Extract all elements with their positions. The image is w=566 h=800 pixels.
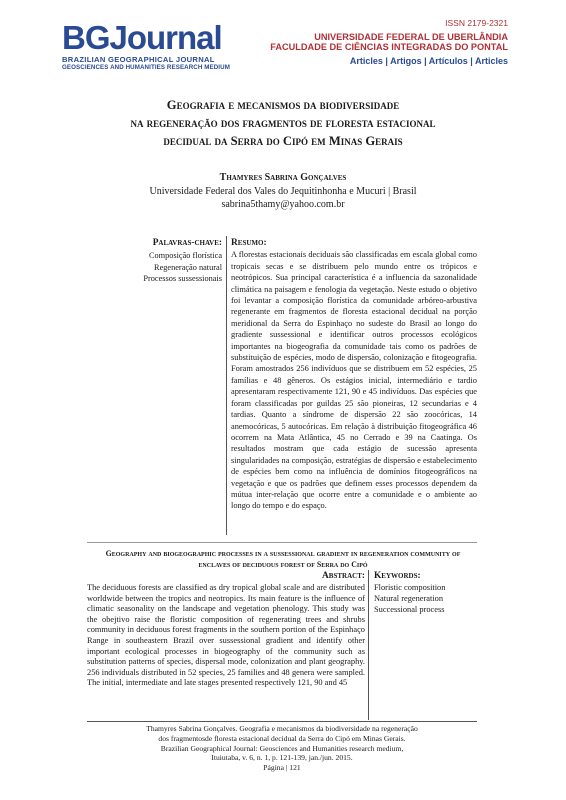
abstract-pt-heading: Resumo: (231, 238, 267, 248)
keyword-item: Successional process (374, 605, 445, 614)
keyword-item: Composição florística (148, 251, 222, 261)
issn: ISSN 2179-2321 (445, 18, 508, 28)
keyword-item: Regeneração natural (154, 262, 222, 272)
journal-logo (62, 19, 230, 71)
citation-footer (87, 724, 477, 773)
keywords-pt (92, 238, 222, 285)
page-number: Página | 121 (263, 763, 301, 773)
title-line: decidual da Serra do Cipó em Minas Gerais (163, 134, 403, 148)
logo-main-text: BGJournal (62, 19, 222, 56)
article-title (60, 96, 506, 150)
section-separator (87, 542, 477, 543)
abstract-pt (231, 238, 477, 512)
faculty-name: FACULDADE DE CIÊNCIAS INTEGRADAS DO PONTAL (270, 42, 508, 52)
keyword-item: Floristic composition (374, 583, 446, 592)
footer-line: dos fragmentosde floresta estacional decidual da Serra do Cipó em Minas Gerais. (158, 733, 406, 743)
footer-line: Thamyres Sabrina Gonçalves. Geografia e mecanismos da biodiversidade na regeneração (146, 724, 418, 733)
article-types: Articles | Artigos | Artículos | Articles (349, 56, 508, 66)
abstract-en-heading: Abstract: (322, 571, 365, 581)
abstract-pt-text: A florestas estacionais deciduais são classificadas em escala global como tropicais secas e se distribuem pelo mundo entre os trópicos e neotrópicos. Sua principal característica é a influencia da sazonalidade climática na paisagem e fenologia da vegetação. Neste estudo o objetivo foi levantar a composição florística da comunidade arbóreo-arbustiva regenerante em fragmentos de floresta estacional decidual na porção meridional da Serra do Espinhaço no sudeste do Brasil ao longo do gradiente sussessional e identificar outros processos ecológicos importantes na biogeografia da comunidade tais como os padrões de substituição de espécies, modo de dispersão, colonização e fitogeografia. Foram amostrados 256 indivíduos que se distribuem em 52 espécies, 25 famílias e 48 gêneros. Os estágios inicial, intermediário e tardio apresentaram respectivamente 121, 90 e 45 indivíduos. Das espécies que foram classificadas por guildas 25 são pioneiras, 12 secundarias e 4 tardias. Quanto a síndrome de dispersão 22 são zoocóricas, 14 anemocóricas, 5 autocóricas. Em relação à distribuição fitogeográfica 46 ocorrem na Mata Atlântica, 45 no Cerrado e 39 na Caatinga. Os resultados mostram que cada estágio de sucessão apresenta singularidades na composição, estratégias de dispersão e estabelecimento de espécies bem como na influência de domínios fitogeográficos na vegetação e que os padrões que definem esses processos dependem da mútua inter-relação que ocorre entre a comunidade e o ambiente ao longo do tempo e do espaço. (231, 250, 477, 511)
keyword-item: Processos sussessionais (143, 274, 222, 284)
logo-subtitle: BRAZILIAN GEOGRAPHICAL JOURNAL (62, 55, 215, 64)
keywords-pt-heading: Palavras-chave: (152, 238, 222, 248)
column-divider (226, 236, 227, 535)
abstract-en-text: The deciduous forests are classified as dry tropical global scale and are distributed worldwide between the tropics and neotropics. Its main feature is the influence of climatic seasonality on the landscape and vegetation phenology. This study was the obejtivo raise the floristic composition of regenerating trees and shrubs community in deciduous forest fragments in the southern portion of the Espinhaço Range in southeastern Brazil over sussessional gradient and identify other important ecological processes in biogeography of the community such as substitution patterns of species, dispersal mode, colonization and plant geography. 256 individuals distributed in 52 species, 25 families and 48 genera were sampled. The initial, intermediate and late stages presented respectively 121, 90 and 45 (87, 583, 365, 688)
author-name: Thamyres Sabrina Gonçalves (219, 172, 347, 183)
footer-rule (87, 721, 477, 722)
header-institution (270, 18, 508, 66)
logo-tagline: GEOSCIENCES AND HUMANITIES RESEARCH MEDIUM (62, 64, 230, 71)
author-affiliation: Universidade Federal dos Vales do Jequitinhonha e Mucuri | Brasil (149, 186, 417, 197)
keywords-en (374, 571, 484, 615)
footer-line: Ituiutaba, v. 6, n. 1, p. 121-139, jan./jun. 2015. (211, 753, 353, 763)
title-line: Geografia e mecanismos da biodiversidade (166, 98, 400, 112)
author-email[interactable]: sabrina5thamy@yahoo.com.br (221, 199, 345, 210)
footer-line: Brazilian Geographical Journal: Geosciences and Humanities research medium, (160, 743, 404, 753)
keywords-en-heading: Keywords: (374, 571, 421, 581)
title-line: na regeneração dos fragmentos de floresta estacional (130, 116, 436, 130)
keyword-item: Natural regeneration (374, 594, 444, 603)
column-divider (368, 570, 369, 720)
article-title-en: Geography and biogeographic processes in a sussessional gradient in regeneration community of enclaves of deciduous forest of Serra do Cipó (105, 549, 461, 569)
university-name: UNIVERSIDADE FEDERAL DE UBERLÂNDIA (314, 32, 508, 42)
